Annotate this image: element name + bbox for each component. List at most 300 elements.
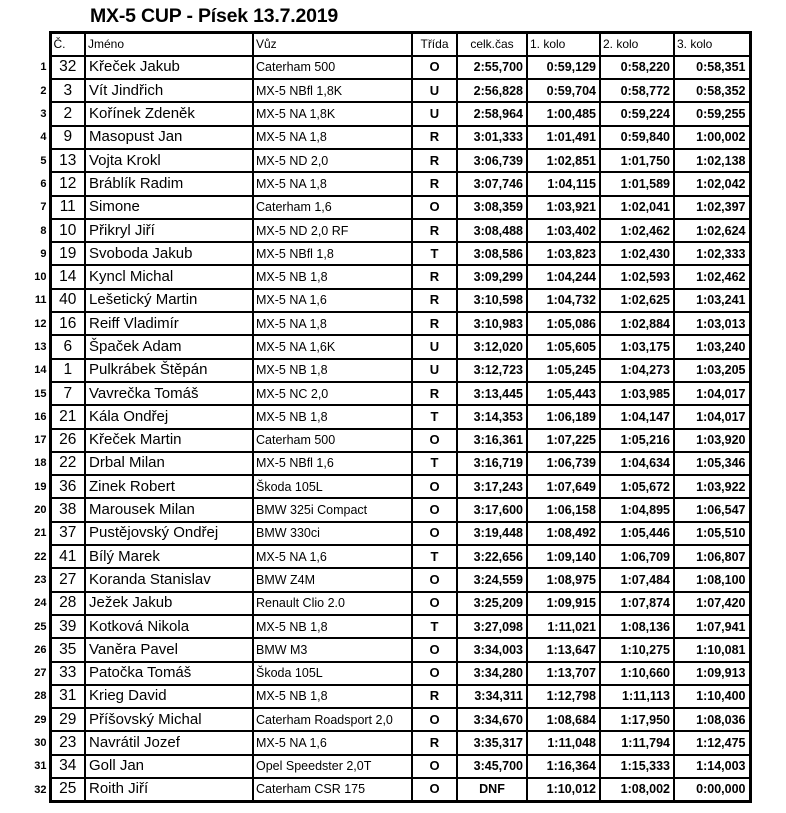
driver-name: Kotková Nikola: [85, 615, 253, 638]
driver-name: Navrátil Jozef: [85, 731, 253, 754]
car-model: MX-5 NB 1,8: [253, 405, 412, 428]
driver-name: Roith Jiří: [85, 778, 253, 801]
car-model: Opel Speedster 2,0T: [253, 755, 412, 778]
total-time: 3:24,559: [457, 568, 527, 591]
position: 12: [34, 317, 47, 330]
position: 10: [34, 271, 47, 284]
lap-3-time: 1:03,241: [674, 289, 750, 312]
lap-3-time: 1:06,807: [674, 545, 750, 568]
lap-3-time: 0:00,000: [674, 778, 750, 801]
class-letter: O: [412, 522, 457, 545]
lap-1-time: 1:09,140: [527, 545, 600, 568]
total-time: 3:08,359: [457, 196, 527, 219]
total-time: 3:12,723: [457, 359, 527, 382]
lap-2-time: 1:05,216: [600, 429, 674, 452]
position: 1: [40, 61, 47, 74]
position: 30: [34, 737, 47, 750]
lap-3-time: 1:12,475: [674, 731, 750, 754]
driver-name: Svoboda Jakub: [85, 242, 253, 265]
car-model: MX-5 NB 1,8: [253, 265, 412, 288]
start-number: 33: [50, 662, 85, 685]
lap-2-time: 1:11,113: [600, 685, 674, 708]
lap-2-time: 0:58,220: [600, 56, 674, 79]
class-letter: O: [412, 498, 457, 521]
position: 14: [34, 364, 47, 377]
results-body: [27, 56, 750, 802]
car-model: MX-5 NBfl 1,8: [253, 242, 412, 265]
car-model: MX-5 NA 1,8: [253, 172, 412, 195]
car-model: Caterham 1,6: [253, 196, 412, 219]
class-letter: O: [412, 755, 457, 778]
lap-2-time: 1:08,136: [600, 615, 674, 638]
lap-1-time: 1:03,823: [527, 242, 600, 265]
total-time: 3:27,098: [457, 615, 527, 638]
start-number: 1: [50, 359, 85, 382]
page-title: MX-5 CUP - Písek 13.7.2019: [90, 5, 339, 27]
total-time: 3:16,719: [457, 452, 527, 475]
total-time: 3:16,361: [457, 429, 527, 452]
lap-3-time: 1:04,017: [674, 405, 750, 428]
table-row: [27, 335, 750, 358]
header-lap-2: 2. kolo: [600, 33, 674, 56]
lap-1-time: 1:09,915: [527, 592, 600, 615]
driver-name: Špaček Adam: [85, 335, 253, 358]
lap-3-time: 1:06,547: [674, 498, 750, 521]
car-model: Renault Clio 2.0: [253, 592, 412, 615]
table-row: [27, 755, 750, 778]
table-row: [27, 615, 750, 638]
lap-3-time: 1:08,036: [674, 708, 750, 731]
total-time: 3:25,209: [457, 592, 527, 615]
position: 17: [34, 434, 47, 447]
position: 25: [34, 620, 47, 633]
start-number: 35: [50, 638, 85, 661]
lap-2-time: 1:04,147: [600, 405, 674, 428]
table-row: [27, 102, 750, 125]
start-number: 34: [50, 755, 85, 778]
total-time: 3:34,003: [457, 638, 527, 661]
lap-1-time: 0:59,704: [527, 79, 600, 102]
position: 24: [34, 597, 47, 610]
class-letter: R: [412, 312, 457, 335]
car-model: MX-5 NBfl 1,6: [253, 452, 412, 475]
total-time: 2:56,828: [457, 79, 527, 102]
total-time: 3:08,488: [457, 219, 527, 242]
lap-3-time: 1:02,462: [674, 265, 750, 288]
car-model: Caterham 500: [253, 429, 412, 452]
start-number: 22: [50, 452, 85, 475]
lap-1-time: 1:05,605: [527, 335, 600, 358]
lap-2-time: 1:01,750: [600, 149, 674, 172]
driver-name: Reiff Vladimír: [85, 312, 253, 335]
position: 2: [40, 84, 47, 97]
lap-2-time: 1:10,660: [600, 662, 674, 685]
table-row: [27, 522, 750, 545]
start-number: 31: [50, 685, 85, 708]
table-row: [27, 685, 750, 708]
table-row: [27, 219, 750, 242]
table-row: [27, 778, 750, 801]
lap-2-time: 1:07,484: [600, 568, 674, 591]
start-number: 19: [50, 242, 85, 265]
car-model: MX-5 NBfl 1,8K: [253, 79, 412, 102]
total-time: 3:34,670: [457, 708, 527, 731]
table-row: [27, 429, 750, 452]
total-time: DNF: [457, 778, 527, 801]
position: 7: [40, 201, 47, 214]
lap-1-time: 1:16,364: [527, 755, 600, 778]
class-letter: O: [412, 475, 457, 498]
lap-2-time: 1:07,874: [600, 592, 674, 615]
table-row: [27, 312, 750, 335]
lap-1-time: 1:08,492: [527, 522, 600, 545]
header-number: Č.: [50, 33, 85, 56]
start-number: 23: [50, 731, 85, 754]
driver-name: Simone: [85, 196, 253, 219]
position: 15: [34, 387, 47, 400]
position-header: [27, 33, 50, 56]
table-row: [27, 568, 750, 591]
table-row: [27, 708, 750, 731]
class-letter: R: [412, 731, 457, 754]
lap-1-time: 1:01,491: [527, 126, 600, 149]
position: 13: [34, 341, 47, 353]
car-model: MX-5 NB 1,8: [253, 359, 412, 382]
lap-2-time: 1:02,430: [600, 242, 674, 265]
class-letter: R: [412, 149, 457, 172]
position: 20: [34, 504, 47, 517]
lap-1-time: 1:13,647: [527, 638, 600, 661]
class-letter: O: [412, 568, 457, 591]
driver-name: Kyncl Michal: [85, 265, 253, 288]
lap-2-time: 1:06,709: [600, 545, 674, 568]
total-time: 3:13,445: [457, 382, 527, 405]
start-number: 9: [50, 126, 85, 149]
car-model: MX-5 NA 1,6: [253, 731, 412, 754]
header-lap-1: 1. kolo: [527, 33, 600, 56]
total-time: 3:06,739: [457, 149, 527, 172]
car-model: Škoda 105L: [253, 662, 412, 685]
total-time: 3:07,746: [457, 172, 527, 195]
car-model: BMW 330ci: [253, 522, 412, 545]
class-letter: O: [412, 708, 457, 731]
class-letter: T: [412, 405, 457, 428]
lap-2-time: 1:02,462: [600, 219, 674, 242]
table-row: [27, 638, 750, 661]
start-number: 16: [50, 312, 85, 335]
table-row: [27, 475, 750, 498]
lap-3-time: 1:07,420: [674, 592, 750, 615]
start-number: 13: [50, 149, 85, 172]
table-row: [27, 289, 750, 312]
total-time: 3:17,243: [457, 475, 527, 498]
position: 5: [40, 154, 47, 167]
table-row: [27, 731, 750, 754]
table-row: [27, 149, 750, 172]
lap-2-time: 1:05,446: [600, 522, 674, 545]
total-time: 3:34,280: [457, 662, 527, 685]
lap-1-time: 1:08,975: [527, 568, 600, 591]
car-model: Škoda 105L: [253, 475, 412, 498]
lap-3-time: 0:58,352: [674, 79, 750, 102]
lap-2-time: 1:03,985: [600, 382, 674, 405]
table-row: [27, 196, 750, 219]
class-letter: T: [412, 545, 457, 568]
car-model: MX-5 NA 1,8: [253, 126, 412, 149]
car-model: MX-5 NB 1,8: [253, 615, 412, 638]
start-number: 6: [50, 335, 85, 358]
lap-3-time: 1:03,240: [674, 335, 750, 358]
lap-2-time: 1:11,794: [600, 731, 674, 754]
lap-2-time: 1:01,589: [600, 172, 674, 195]
results-table: [27, 31, 752, 803]
start-number: 2: [50, 102, 85, 125]
driver-name: Kála Ondřej: [85, 405, 253, 428]
class-letter: R: [412, 265, 457, 288]
driver-name: Bráblík Radim: [85, 172, 253, 195]
table-row: [27, 592, 750, 615]
lap-1-time: 1:10,012: [527, 778, 600, 801]
total-time: 3:10,983: [457, 312, 527, 335]
start-number: 25: [50, 778, 85, 801]
car-model: MX-5 ND 2,0: [253, 149, 412, 172]
position: 28: [34, 690, 47, 703]
lap-1-time: 1:07,649: [527, 475, 600, 498]
lap-1-time: 1:07,225: [527, 429, 600, 452]
lap-2-time: 1:10,275: [600, 638, 674, 661]
start-number: 41: [50, 545, 85, 568]
lap-3-time: 1:14,003: [674, 755, 750, 778]
lap-1-time: 1:11,048: [527, 731, 600, 754]
class-letter: R: [412, 685, 457, 708]
lap-3-time: 1:02,397: [674, 196, 750, 219]
table-row: [27, 405, 750, 428]
lap-1-time: 0:59,129: [527, 56, 600, 79]
header-name: Jméno: [85, 33, 253, 56]
driver-name: Ježek Jakub: [85, 592, 253, 615]
class-letter: U: [412, 79, 457, 102]
car-model: MX-5 NA 1,6K: [253, 335, 412, 358]
total-time: 3:17,600: [457, 498, 527, 521]
driver-name: Lešetický Martin: [85, 289, 253, 312]
lap-3-time: 1:02,624: [674, 219, 750, 242]
position: 29: [34, 713, 47, 726]
lap-3-time: 1:10,400: [674, 685, 750, 708]
position: 19: [34, 480, 47, 493]
lap-3-time: 1:03,920: [674, 429, 750, 452]
driver-name: Goll Jan: [85, 755, 253, 778]
driver-name: Pulkrábek Štěpán: [85, 359, 253, 382]
header-row: [27, 33, 750, 56]
lap-2-time: 1:03,175: [600, 335, 674, 358]
driver-name: Bílý Marek: [85, 545, 253, 568]
driver-name: Vojta Krokl: [85, 149, 253, 172]
table-row: [27, 452, 750, 475]
class-letter: R: [412, 126, 457, 149]
lap-2-time: 1:04,895: [600, 498, 674, 521]
lap-3-time: 1:07,941: [674, 615, 750, 638]
table-row: [27, 242, 750, 265]
lap-1-time: 1:05,443: [527, 382, 600, 405]
total-time: 3:12,020: [457, 335, 527, 358]
driver-name: Masopust Jan: [85, 126, 253, 149]
lap-3-time: 1:03,205: [674, 359, 750, 382]
start-number: 39: [50, 615, 85, 638]
position: 8: [40, 224, 47, 237]
lap-1-time: 1:03,921: [527, 196, 600, 219]
driver-name: Vaněra Pavel: [85, 638, 253, 661]
total-time: 3:35,317: [457, 731, 527, 754]
class-letter: O: [412, 196, 457, 219]
position: 27: [34, 667, 47, 680]
driver-name: Patočka Tomáš: [85, 662, 253, 685]
start-number: 10: [50, 219, 85, 242]
lap-2-time: 1:02,593: [600, 265, 674, 288]
table-row: [27, 172, 750, 195]
position: 22: [34, 550, 47, 563]
lap-2-time: 1:02,041: [600, 196, 674, 219]
driver-name: Marousek Milan: [85, 498, 253, 521]
start-number: 26: [50, 429, 85, 452]
lap-3-time: 1:04,017: [674, 382, 750, 405]
driver-name: Křeček Martin: [85, 429, 253, 452]
lap-3-time: 1:03,013: [674, 312, 750, 335]
total-time: 3:01,333: [457, 126, 527, 149]
lap-3-time: 1:09,913: [674, 662, 750, 685]
position: 18: [34, 457, 47, 470]
driver-name: Křeček Jakub: [85, 56, 253, 79]
total-time: 3:09,299: [457, 265, 527, 288]
total-time: 3:14,353: [457, 405, 527, 428]
class-letter: R: [412, 219, 457, 242]
class-letter: U: [412, 359, 457, 382]
table-row: [27, 382, 750, 405]
lap-2-time: 0:59,840: [600, 126, 674, 149]
car-model: BMW Z4M: [253, 568, 412, 591]
lap-3-time: 1:05,346: [674, 452, 750, 475]
position: 23: [34, 573, 47, 586]
lap-1-time: 1:08,684: [527, 708, 600, 731]
lap-3-time: 1:05,510: [674, 522, 750, 545]
class-letter: O: [412, 778, 457, 801]
lap-3-time: 1:02,333: [674, 242, 750, 265]
table-row: [27, 662, 750, 685]
start-number: 27: [50, 568, 85, 591]
car-model: Caterham Roadsport 2,0: [253, 708, 412, 731]
lap-2-time: 1:05,672: [600, 475, 674, 498]
total-time: 2:58,964: [457, 102, 527, 125]
lap-1-time: 1:11,021: [527, 615, 600, 638]
table-row: [27, 265, 750, 288]
lap-2-time: 1:17,950: [600, 708, 674, 731]
lap-2-time: 1:15,333: [600, 755, 674, 778]
driver-name: Přikryl Jiří: [85, 219, 253, 242]
car-model: Caterham 500: [253, 56, 412, 79]
lap-2-time: 1:04,634: [600, 452, 674, 475]
lap-1-time: 1:06,158: [527, 498, 600, 521]
car-model: Caterham CSR 175: [253, 778, 412, 801]
lap-3-time: 1:02,138: [674, 149, 750, 172]
lap-3-time: 1:08,100: [674, 568, 750, 591]
start-number: 36: [50, 475, 85, 498]
class-letter: O: [412, 56, 457, 79]
driver-name: Vavrečka Tomáš: [85, 382, 253, 405]
total-time: 3:08,586: [457, 242, 527, 265]
lap-1-time: 1:02,851: [527, 149, 600, 172]
position: 9: [40, 247, 47, 260]
position: 32: [34, 783, 47, 796]
lap-2-time: 0:58,772: [600, 79, 674, 102]
start-number: 37: [50, 522, 85, 545]
driver-name: Drbal Milan: [85, 452, 253, 475]
lap-1-time: 1:05,245: [527, 359, 600, 382]
lap-3-time: 1:00,002: [674, 126, 750, 149]
car-model: BMW 325i Compact: [253, 498, 412, 521]
class-letter: O: [412, 592, 457, 615]
position: 26: [34, 643, 47, 656]
driver-name: Pustějovský Ondřej: [85, 522, 253, 545]
lap-1-time: 1:03,402: [527, 219, 600, 242]
start-number: 38: [50, 498, 85, 521]
lap-3-time: 1:02,042: [674, 172, 750, 195]
car-model: BMW M3: [253, 638, 412, 661]
lap-1-time: 1:04,115: [527, 172, 600, 195]
table-row: [27, 126, 750, 149]
car-model: MX-5 NA 1,8K: [253, 102, 412, 125]
lap-3-time: 0:58,351: [674, 56, 750, 79]
car-model: MX-5 NA 1,6: [253, 289, 412, 312]
table-row: [27, 56, 750, 79]
lap-1-time: 1:05,086: [527, 312, 600, 335]
class-letter: T: [412, 452, 457, 475]
class-letter: O: [412, 662, 457, 685]
lap-1-time: 1:04,732: [527, 289, 600, 312]
total-time: 3:22,656: [457, 545, 527, 568]
driver-name: Příšovský Michal: [85, 708, 253, 731]
driver-name: Krieg David: [85, 685, 253, 708]
lap-1-time: 1:04,244: [527, 265, 600, 288]
position: 3: [40, 108, 47, 121]
lap-2-time: 1:08,002: [600, 778, 674, 801]
car-model: MX-5 NA 1,6: [253, 545, 412, 568]
lap-1-time: 1:06,189: [527, 405, 600, 428]
driver-name: Kořínek Zdeněk: [85, 102, 253, 125]
class-letter: R: [412, 172, 457, 195]
class-letter: U: [412, 335, 457, 358]
lap-3-time: 1:03,922: [674, 475, 750, 498]
lap-1-time: 1:00,485: [527, 102, 600, 125]
table-row: [27, 498, 750, 521]
start-number: 21: [50, 405, 85, 428]
position: 16: [34, 410, 47, 423]
car-model: MX-5 NC 2,0: [253, 382, 412, 405]
lap-2-time: 1:02,884: [600, 312, 674, 335]
driver-name: Zinek Robert: [85, 475, 253, 498]
class-letter: R: [412, 382, 457, 405]
class-letter: U: [412, 102, 457, 125]
lap-2-time: 1:02,625: [600, 289, 674, 312]
start-number: 3: [50, 79, 85, 102]
start-number: 11: [50, 196, 85, 219]
header-lap-3: 3. kolo: [674, 33, 750, 56]
lap-3-time: 0:59,255: [674, 102, 750, 125]
start-number: 7: [50, 382, 85, 405]
car-model: MX-5 NA 1,8: [253, 312, 412, 335]
start-number: 40: [50, 289, 85, 312]
lap-1-time: 1:13,707: [527, 662, 600, 685]
start-number: 29: [50, 708, 85, 731]
position: 4: [40, 131, 47, 144]
